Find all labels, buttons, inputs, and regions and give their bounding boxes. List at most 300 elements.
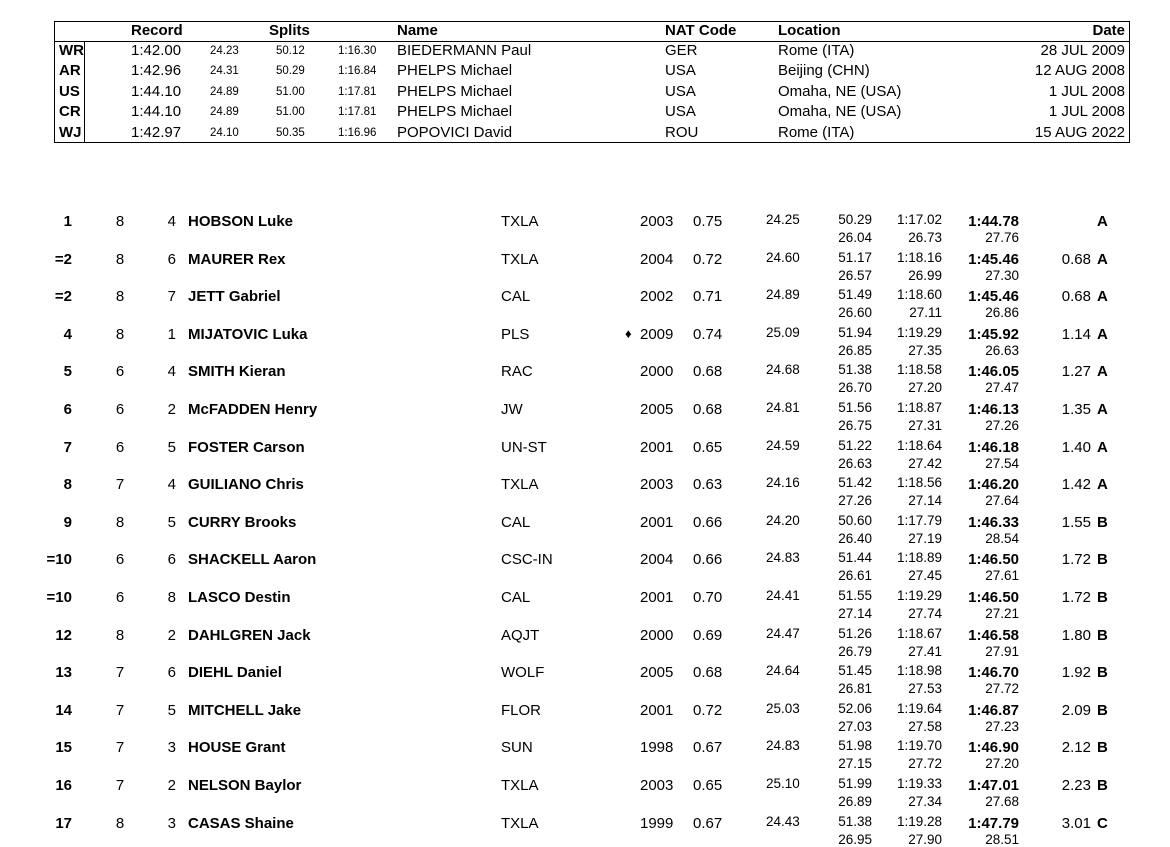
record-holder-name: PHELPS Michael bbox=[397, 82, 513, 100]
record-code: US bbox=[59, 82, 80, 100]
result-standard: B bbox=[1097, 739, 1108, 757]
result-subsplit-100: 26.95 bbox=[838, 831, 872, 847]
result-heat: 8 bbox=[115, 626, 125, 644]
result-subsplit-200: 27.61 bbox=[985, 568, 1019, 584]
result-swimmer-name: SHACKELL Aaron bbox=[188, 551, 317, 569]
result-standard: B bbox=[1097, 589, 1108, 606]
record-column-header: Record bbox=[131, 22, 183, 39]
result-place: 15 bbox=[55, 739, 72, 757]
result-subsplit-200: 27.91 bbox=[985, 643, 1019, 659]
result-final-time: 1:46.90 bbox=[968, 739, 1019, 757]
record-nat-code: USA bbox=[665, 103, 696, 121]
result-final-time: 1:46.20 bbox=[968, 476, 1019, 494]
result-split-100: 50.60 bbox=[838, 512, 872, 528]
record-code: AR bbox=[59, 62, 81, 80]
result-lane: 4 bbox=[167, 363, 176, 381]
result-time-behind: 1.80 bbox=[1061, 626, 1091, 644]
result-birth-year: 2004 bbox=[640, 250, 674, 268]
result-time-behind: 1.72 bbox=[1061, 589, 1091, 606]
result-place: 6 bbox=[63, 401, 72, 418]
result-subsplit-150: 27.34 bbox=[908, 794, 942, 809]
result-swimmer-name: FOSTER Carson bbox=[188, 438, 305, 456]
result-reaction-time: 0.66 bbox=[693, 551, 723, 569]
result-swimmer-name: JETT Gabriel bbox=[188, 288, 281, 306]
record-split-150: 1:17.81 bbox=[338, 106, 377, 119]
result-birth-year: 2001 bbox=[640, 513, 674, 531]
result-birth-year: 2003 bbox=[640, 476, 674, 494]
result-subsplit-150: 27.58 bbox=[908, 718, 942, 734]
result-lane: 6 bbox=[167, 551, 176, 569]
result-place: 8 bbox=[63, 476, 72, 494]
record-split-150: 1:17.81 bbox=[338, 85, 377, 98]
result-lane: 1 bbox=[167, 325, 176, 343]
result-heat: 8 bbox=[115, 288, 125, 306]
result-subsplit-150: 26.99 bbox=[908, 267, 942, 283]
record-split-50: 24.10 bbox=[210, 126, 239, 139]
result-standard: B bbox=[1097, 551, 1108, 569]
result-time-behind: 0.68 bbox=[1061, 288, 1091, 306]
result-standard: A bbox=[1097, 325, 1108, 343]
result-time-behind: 1.40 bbox=[1061, 438, 1091, 456]
result-lane: 6 bbox=[167, 664, 176, 682]
result-subsplit-200: 27.26 bbox=[985, 418, 1019, 433]
record-time: 1:42.00 bbox=[131, 42, 182, 59]
result-reaction-time: 0.65 bbox=[693, 438, 723, 456]
result-row bbox=[0, 431, 1170, 469]
result-place: 17 bbox=[55, 814, 72, 832]
result-split-100: 51.99 bbox=[838, 776, 872, 791]
result-club: TXLA bbox=[501, 250, 539, 268]
result-lane: 8 bbox=[167, 589, 176, 606]
result-split-150: 1:19.29 bbox=[896, 588, 942, 603]
result-birth-year: 2005 bbox=[640, 401, 674, 418]
result-split-50: 24.64 bbox=[766, 663, 800, 679]
result-lane: 2 bbox=[167, 401, 176, 418]
result-split-50: 24.59 bbox=[766, 437, 800, 453]
result-split-150: 1:19.33 bbox=[896, 776, 942, 791]
result-swimmer-name: CURRY Brooks bbox=[188, 513, 297, 531]
result-place: 1 bbox=[63, 213, 72, 230]
record-location: Rome (ITA) bbox=[778, 123, 855, 141]
result-birth-year: 2003 bbox=[640, 777, 674, 794]
result-subsplit-200: 26.86 bbox=[985, 305, 1019, 321]
result-subsplit-200: 28.54 bbox=[985, 530, 1019, 546]
result-heat: 7 bbox=[115, 777, 125, 794]
result-split-50: 24.83 bbox=[766, 738, 800, 754]
result-standard: C bbox=[1097, 814, 1108, 832]
result-heat: 8 bbox=[115, 213, 125, 230]
result-split-100: 51.44 bbox=[838, 550, 872, 566]
result-subsplit-150: 27.14 bbox=[908, 493, 942, 509]
result-birth-year: 2004 bbox=[640, 551, 674, 569]
result-swimmer-name: MIJATOVIC Luka bbox=[188, 325, 308, 343]
result-heat: 8 bbox=[115, 325, 125, 343]
result-heat: 7 bbox=[115, 739, 125, 757]
result-final-time: 1:46.58 bbox=[968, 626, 1019, 644]
result-subsplit-200: 28.51 bbox=[985, 831, 1019, 847]
result-standard: B bbox=[1097, 626, 1108, 644]
record-date: 12 AUG 2008 bbox=[1034, 62, 1125, 80]
result-row bbox=[0, 355, 1170, 396]
result-swimmer-name: HOBSON Luke bbox=[188, 213, 294, 230]
record-split-100: 50.12 bbox=[276, 45, 305, 57]
result-split-50: 24.16 bbox=[766, 475, 800, 491]
result-reaction-time: 0.66 bbox=[693, 513, 723, 531]
result-subsplit-100: 26.61 bbox=[838, 568, 872, 584]
result-row bbox=[0, 280, 1170, 321]
result-row bbox=[0, 731, 1170, 772]
result-lane: 6 bbox=[167, 250, 176, 268]
date-column-header: Date bbox=[1092, 22, 1125, 39]
result-time-behind: 1.55 bbox=[1061, 513, 1091, 531]
result-time-behind: 2.23 bbox=[1061, 777, 1091, 794]
record-split-50: 24.89 bbox=[210, 85, 239, 98]
result-standard: A bbox=[1097, 438, 1108, 456]
result-final-time: 1:46.33 bbox=[968, 513, 1019, 531]
result-split-50: 24.83 bbox=[766, 550, 800, 566]
result-lane: 4 bbox=[167, 476, 176, 494]
result-reaction-time: 0.68 bbox=[693, 401, 723, 418]
result-final-time: 1:47.79 bbox=[968, 814, 1019, 832]
result-lane: 2 bbox=[167, 626, 176, 644]
result-subsplit-150: 27.35 bbox=[908, 342, 942, 358]
result-subsplit-100: 26.81 bbox=[838, 681, 872, 697]
result-split-50: 24.60 bbox=[766, 249, 800, 265]
result-reaction-time: 0.74 bbox=[693, 325, 723, 343]
result-time-behind: 1.72 bbox=[1061, 551, 1091, 569]
result-reaction-time: 0.67 bbox=[693, 814, 723, 832]
result-final-time: 1:46.18 bbox=[968, 438, 1019, 456]
result-birth-year: 2000 bbox=[640, 363, 674, 381]
result-note-marker: ♦ bbox=[625, 325, 632, 341]
result-birth-year: 2002 bbox=[640, 288, 674, 306]
result-split-100: 51.38 bbox=[838, 362, 872, 378]
result-split-100: 51.94 bbox=[838, 324, 872, 340]
result-lane: 2 bbox=[167, 777, 176, 794]
location-column-header: Location bbox=[778, 22, 841, 39]
record-nat-code: USA bbox=[665, 82, 696, 100]
result-swimmer-name: MITCHELL Jake bbox=[188, 701, 302, 719]
record-time: 1:44.10 bbox=[131, 82, 182, 100]
result-row bbox=[0, 468, 1170, 509]
result-split-50: 25.03 bbox=[766, 700, 800, 716]
result-club: TXLA bbox=[501, 476, 539, 494]
result-reaction-time: 0.68 bbox=[693, 664, 723, 682]
result-subsplit-100: 26.70 bbox=[838, 380, 872, 396]
result-split-100: 51.49 bbox=[838, 287, 872, 303]
result-place: 5 bbox=[63, 363, 72, 381]
record-date: 1 JUL 2008 bbox=[1048, 82, 1125, 100]
result-subsplit-200: 27.76 bbox=[985, 230, 1019, 245]
result-reaction-time: 0.68 bbox=[693, 363, 723, 381]
result-final-time: 1:47.01 bbox=[968, 777, 1019, 794]
result-birth-year: 2003 bbox=[640, 213, 674, 230]
result-place: 9 bbox=[63, 513, 72, 531]
record-split-100: 51.00 bbox=[276, 85, 305, 98]
result-swimmer-name: LASCO Destin bbox=[188, 589, 291, 606]
result-final-time: 1:46.50 bbox=[968, 551, 1019, 569]
result-split-100: 51.98 bbox=[838, 738, 872, 754]
result-subsplit-150: 27.90 bbox=[908, 831, 942, 847]
result-split-50: 24.68 bbox=[766, 362, 800, 378]
result-swimmer-name: NELSON Baylor bbox=[188, 777, 302, 794]
result-heat: 7 bbox=[115, 664, 125, 682]
result-birth-year: 2000 bbox=[640, 626, 674, 644]
record-date: 1 JUL 2008 bbox=[1048, 103, 1125, 121]
result-birth-year: 2005 bbox=[640, 664, 674, 682]
result-subsplit-150: 27.74 bbox=[908, 606, 942, 621]
result-standard: A bbox=[1097, 363, 1108, 381]
result-subsplit-100: 26.40 bbox=[838, 530, 872, 546]
result-subsplit-200: 27.64 bbox=[985, 493, 1019, 509]
result-time-behind: 1.35 bbox=[1061, 401, 1091, 418]
result-subsplit-100: 26.57 bbox=[838, 267, 872, 283]
result-swimmer-name: DAHLGREN Jack bbox=[188, 626, 311, 644]
result-subsplit-150: 27.72 bbox=[908, 756, 942, 772]
result-club: CSC-IN bbox=[501, 551, 553, 569]
result-row bbox=[0, 205, 1170, 243]
record-split-150: 1:16.30 bbox=[338, 45, 377, 57]
record-row bbox=[55, 62, 1129, 83]
result-time-behind: 0.68 bbox=[1061, 250, 1091, 268]
result-place: =10 bbox=[46, 551, 72, 569]
record-date: 28 JUL 2009 bbox=[1040, 42, 1125, 59]
result-split-150: 1:17.79 bbox=[896, 512, 942, 528]
result-reaction-time: 0.67 bbox=[693, 739, 723, 757]
result-birth-year: 2001 bbox=[640, 589, 674, 606]
record-row bbox=[55, 124, 1129, 145]
result-row bbox=[0, 243, 1170, 281]
result-row bbox=[0, 694, 1170, 732]
result-row bbox=[0, 769, 1170, 807]
result-split-150: 1:19.29 bbox=[896, 324, 942, 340]
result-time-behind: 1.42 bbox=[1061, 476, 1091, 494]
record-split-100: 50.35 bbox=[276, 126, 305, 139]
result-split-50: 24.43 bbox=[766, 813, 800, 829]
result-place: 7 bbox=[63, 438, 72, 456]
result-swimmer-name: HOUSE Grant bbox=[188, 739, 286, 757]
result-row bbox=[0, 318, 1170, 356]
result-club: CAL bbox=[501, 589, 531, 606]
result-heat: 6 bbox=[115, 589, 125, 606]
result-subsplit-200: 27.47 bbox=[985, 380, 1019, 396]
result-subsplit-200: 27.72 bbox=[985, 681, 1019, 697]
record-time: 1:42.96 bbox=[131, 62, 182, 80]
result-time-behind: 1.27 bbox=[1061, 363, 1091, 381]
result-heat: 6 bbox=[115, 401, 125, 418]
record-date: 15 AUG 2022 bbox=[1034, 123, 1125, 141]
result-club: AQJT bbox=[501, 626, 540, 644]
records-header-row bbox=[55, 22, 1129, 42]
result-row bbox=[0, 393, 1170, 431]
result-split-100: 50.29 bbox=[838, 212, 872, 227]
result-heat: 8 bbox=[115, 513, 125, 531]
result-club: FLOR bbox=[501, 701, 542, 719]
result-split-100: 51.26 bbox=[838, 625, 872, 641]
result-lane: 5 bbox=[167, 701, 176, 719]
result-subsplit-200: 27.21 bbox=[985, 606, 1019, 621]
result-subsplit-200: 27.23 bbox=[985, 718, 1019, 734]
result-subsplit-150: 27.41 bbox=[908, 643, 942, 659]
result-subsplit-100: 27.14 bbox=[838, 606, 872, 621]
result-split-100: 51.38 bbox=[838, 813, 872, 829]
record-holder-name: BIEDERMANN Paul bbox=[397, 42, 532, 59]
result-subsplit-100: 26.79 bbox=[838, 643, 872, 659]
result-swimmer-name: SMITH Kieran bbox=[188, 363, 286, 381]
result-place: =10 bbox=[46, 589, 72, 606]
result-heat: 8 bbox=[115, 814, 125, 832]
result-time-behind: 2.09 bbox=[1061, 701, 1091, 719]
result-swimmer-name: CASAS Shaine bbox=[188, 814, 294, 832]
result-split-100: 51.45 bbox=[838, 663, 872, 679]
record-code: WJ bbox=[59, 123, 82, 141]
records-table bbox=[54, 21, 1130, 143]
result-place: 4 bbox=[63, 325, 72, 343]
result-subsplit-100: 26.85 bbox=[838, 342, 872, 358]
record-code: CR bbox=[59, 103, 81, 121]
result-lane: 4 bbox=[167, 213, 176, 230]
result-heat: 6 bbox=[115, 438, 125, 456]
result-birth-year: 2009 bbox=[640, 325, 674, 343]
result-split-100: 51.42 bbox=[838, 475, 872, 491]
result-standard: A bbox=[1097, 250, 1108, 268]
result-split-150: 1:17.02 bbox=[896, 212, 942, 227]
result-club: TXLA bbox=[501, 814, 539, 832]
result-standard: A bbox=[1097, 288, 1108, 306]
result-split-50: 25.09 bbox=[766, 324, 800, 340]
result-reaction-time: 0.70 bbox=[693, 589, 723, 606]
result-club: JW bbox=[501, 401, 523, 418]
result-club: CAL bbox=[501, 513, 531, 531]
result-split-150: 1:19.64 bbox=[896, 700, 942, 716]
result-final-time: 1:46.70 bbox=[968, 664, 1019, 682]
result-reaction-time: 0.72 bbox=[693, 250, 723, 268]
result-row bbox=[0, 619, 1170, 657]
result-split-100: 51.17 bbox=[838, 249, 872, 265]
result-subsplit-100: 26.75 bbox=[838, 418, 872, 433]
result-reaction-time: 0.71 bbox=[693, 288, 723, 306]
result-subsplit-200: 27.20 bbox=[985, 756, 1019, 772]
result-heat: 8 bbox=[115, 250, 125, 268]
result-reaction-time: 0.75 bbox=[693, 213, 723, 230]
record-location: Beijing (CHN) bbox=[778, 62, 870, 80]
result-final-time: 1:46.87 bbox=[968, 701, 1019, 719]
result-split-150: 1:18.56 bbox=[896, 475, 942, 491]
result-club: SUN bbox=[501, 739, 533, 757]
result-subsplit-150: 27.11 bbox=[909, 305, 942, 321]
result-heat: 7 bbox=[115, 476, 125, 494]
result-heat: 6 bbox=[115, 551, 125, 569]
result-club: PLS bbox=[501, 325, 530, 343]
name-column-header: Name bbox=[397, 22, 438, 39]
result-row bbox=[0, 543, 1170, 584]
result-place: 13 bbox=[55, 664, 72, 682]
result-standard: B bbox=[1097, 777, 1108, 794]
result-subsplit-150: 27.31 bbox=[908, 418, 942, 433]
splits-column-header: Splits bbox=[269, 22, 310, 39]
record-nat-code: ROU bbox=[665, 123, 699, 141]
result-standard: A bbox=[1097, 401, 1108, 418]
result-final-time: 1:46.50 bbox=[968, 589, 1019, 606]
result-row bbox=[0, 807, 1170, 845]
result-club: RAC bbox=[501, 363, 533, 381]
result-time-behind: 3.01 bbox=[1061, 814, 1091, 832]
result-place: 16 bbox=[55, 777, 72, 794]
result-split-50: 24.81 bbox=[766, 400, 800, 415]
result-subsplit-200: 26.63 bbox=[985, 342, 1019, 358]
result-time-behind: 1.14 bbox=[1061, 325, 1091, 343]
record-split-50: 24.23 bbox=[210, 45, 239, 57]
record-split-150: 1:16.84 bbox=[338, 65, 377, 78]
record-holder-name: PHELPS Michael bbox=[397, 62, 513, 80]
result-subsplit-100: 26.63 bbox=[838, 455, 872, 471]
result-split-50: 24.20 bbox=[766, 512, 800, 528]
result-subsplit-100: 27.26 bbox=[838, 493, 872, 509]
result-split-150: 1:18.87 bbox=[896, 400, 942, 415]
record-split-50: 24.31 bbox=[210, 65, 239, 78]
nat-code-column-header: NAT Code bbox=[665, 22, 737, 39]
result-club: TXLA bbox=[501, 213, 539, 230]
result-time-behind: 2.12 bbox=[1061, 739, 1091, 757]
result-split-150: 1:18.64 bbox=[896, 437, 942, 453]
result-place: 14 bbox=[55, 701, 72, 719]
result-final-time: 1:44.78 bbox=[968, 213, 1019, 230]
record-location: Omaha, NE (USA) bbox=[778, 103, 902, 121]
result-split-50: 24.25 bbox=[766, 212, 800, 227]
result-subsplit-150: 27.20 bbox=[908, 380, 942, 396]
result-subsplit-200: 27.30 bbox=[985, 267, 1019, 283]
result-club: UN-ST bbox=[501, 438, 547, 456]
record-row bbox=[55, 83, 1129, 104]
result-split-150: 1:19.70 bbox=[896, 738, 942, 754]
result-birth-year: 2001 bbox=[640, 438, 674, 456]
result-subsplit-100: 27.03 bbox=[838, 718, 872, 734]
result-standard: B bbox=[1097, 664, 1108, 682]
record-split-100: 50.29 bbox=[276, 65, 305, 78]
result-heat: 6 bbox=[115, 363, 125, 381]
record-nat-code: GER bbox=[665, 42, 698, 59]
record-row bbox=[55, 42, 1129, 63]
result-split-50: 24.89 bbox=[766, 287, 800, 303]
record-split-50: 24.89 bbox=[210, 106, 239, 119]
result-split-50: 24.47 bbox=[766, 625, 800, 641]
result-split-150: 1:18.98 bbox=[896, 663, 942, 679]
result-split-100: 51.56 bbox=[838, 400, 872, 415]
result-heat: 7 bbox=[115, 701, 125, 719]
result-subsplit-100: 26.60 bbox=[838, 305, 872, 321]
record-time: 1:42.97 bbox=[131, 123, 182, 141]
result-split-150: 1:19.28 bbox=[896, 813, 942, 829]
result-subsplit-200: 27.68 bbox=[985, 794, 1019, 809]
result-place: =2 bbox=[54, 288, 72, 306]
result-split-150: 1:18.89 bbox=[896, 550, 942, 566]
result-standard: A bbox=[1097, 213, 1108, 230]
result-subsplit-100: 26.89 bbox=[838, 794, 872, 809]
result-split-50: 24.41 bbox=[766, 588, 800, 603]
result-subsplit-150: 27.53 bbox=[908, 681, 942, 697]
record-holder-name: POPOVICI David bbox=[397, 123, 513, 141]
result-lane: 3 bbox=[167, 814, 176, 832]
record-row bbox=[55, 103, 1129, 124]
result-lane: 3 bbox=[167, 739, 176, 757]
result-subsplit-150: 27.45 bbox=[908, 568, 942, 584]
result-swimmer-name: GUILIANO Chris bbox=[188, 476, 304, 494]
result-row bbox=[0, 656, 1170, 697]
result-standard: B bbox=[1097, 513, 1108, 531]
record-time: 1:44.10 bbox=[131, 103, 182, 121]
record-holder-name: PHELPS Michael bbox=[397, 103, 513, 121]
result-row bbox=[0, 581, 1170, 619]
